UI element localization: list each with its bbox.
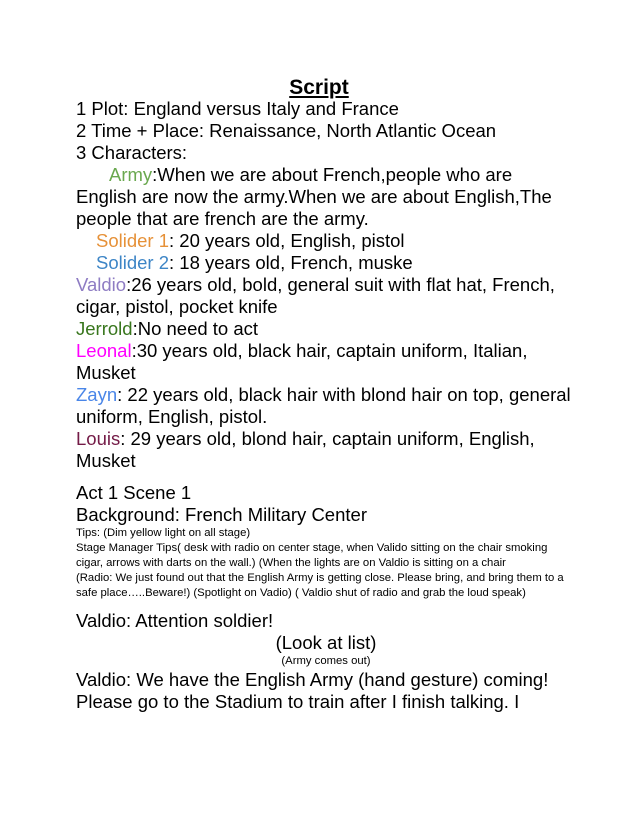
character-soldier2 — [76, 252, 576, 274]
character-desc-leonal: :30 years old, black hair, captain uniform, Italian, Musket — [76, 340, 528, 383]
character-valdio — [76, 274, 576, 318]
stage-direction-look: (Look at list) — [275, 632, 377, 653]
character-desc-army-rest: English are now the army.When we are about English,The people that are french are the army. — [76, 186, 552, 229]
dialogue-line: Valdio: We have the English Army (hand gesture) coming! Please go to the Stadium to train after I finish talking. I — [76, 669, 549, 712]
character-louis — [76, 428, 576, 472]
character-desc-zayn: : 22 years old, black hair with blond hair on top, general uniform, English, pistol. — [76, 384, 571, 427]
character-zayn — [76, 384, 576, 428]
time-place-line: 2 Time + Place: Renaissance, North Atlantic Ocean — [76, 120, 497, 141]
character-jerrold — [76, 318, 576, 340]
character-soldier1 — [76, 230, 576, 252]
character-desc-jerrold: :No need to act — [132, 318, 259, 339]
character-desc-louis: : 29 years old, blond hair, captain uniform, English, Musket — [76, 428, 535, 471]
page-title: Script — [289, 76, 349, 99]
radio-direction: (Radio: We just found out that the English Army is getting close. Please bring, and bring them to a safe place…..Beware!) (Spotlight on Vadio) ( Valdio shut of radio and grab the loud speak) — [76, 572, 564, 599]
stage-manager-tips: Stage Manager Tips( desk with radio on center stage, when Valido sitting on the chair smoking cigar, arrows with darts on the wall.) (When the lights are on Valdio is sitting on a chair — [76, 542, 548, 569]
character-desc-soldier2: : 18 years old, French, muske — [169, 252, 413, 273]
character-name-zayn: Zayn — [76, 384, 118, 405]
script-body — [76, 98, 576, 713]
act-heading: Act 1 Scene 1 — [76, 482, 192, 503]
character-name-leonal: Leonal — [76, 340, 132, 361]
tips-line: Tips: (Dim yellow light on all stage) — [76, 527, 251, 539]
background-line: Background: French Military Center — [76, 504, 367, 525]
character-name-jerrold: Jerrold — [76, 318, 133, 339]
character-name-soldier1: Solider 1 — [96, 230, 170, 251]
characters-heading: 3 Characters: — [76, 142, 188, 163]
character-name-army: Army — [109, 164, 153, 185]
dialogue-line: Valdio: Attention soldier! — [76, 610, 274, 631]
stage-direction-army: (Army comes out) — [281, 655, 371, 667]
character-name-soldier2: Solider 2 — [96, 252, 170, 273]
character-name-valdio: Valdio — [76, 274, 127, 295]
character-name-louis: Louis — [76, 428, 121, 449]
character-desc-army-line1: :When we are about French,people who are — [152, 164, 513, 185]
character-desc-valdio: :26 years old, bold, general suit with flat hat, French, cigar, pistol, pocket knife — [76, 274, 555, 317]
character-desc-soldier1: : 20 years old, English, pistol — [169, 230, 405, 251]
character-army — [76, 164, 576, 230]
plot-line: 1 Plot: England versus Italy and France — [76, 98, 399, 119]
character-leonal — [76, 340, 576, 384]
